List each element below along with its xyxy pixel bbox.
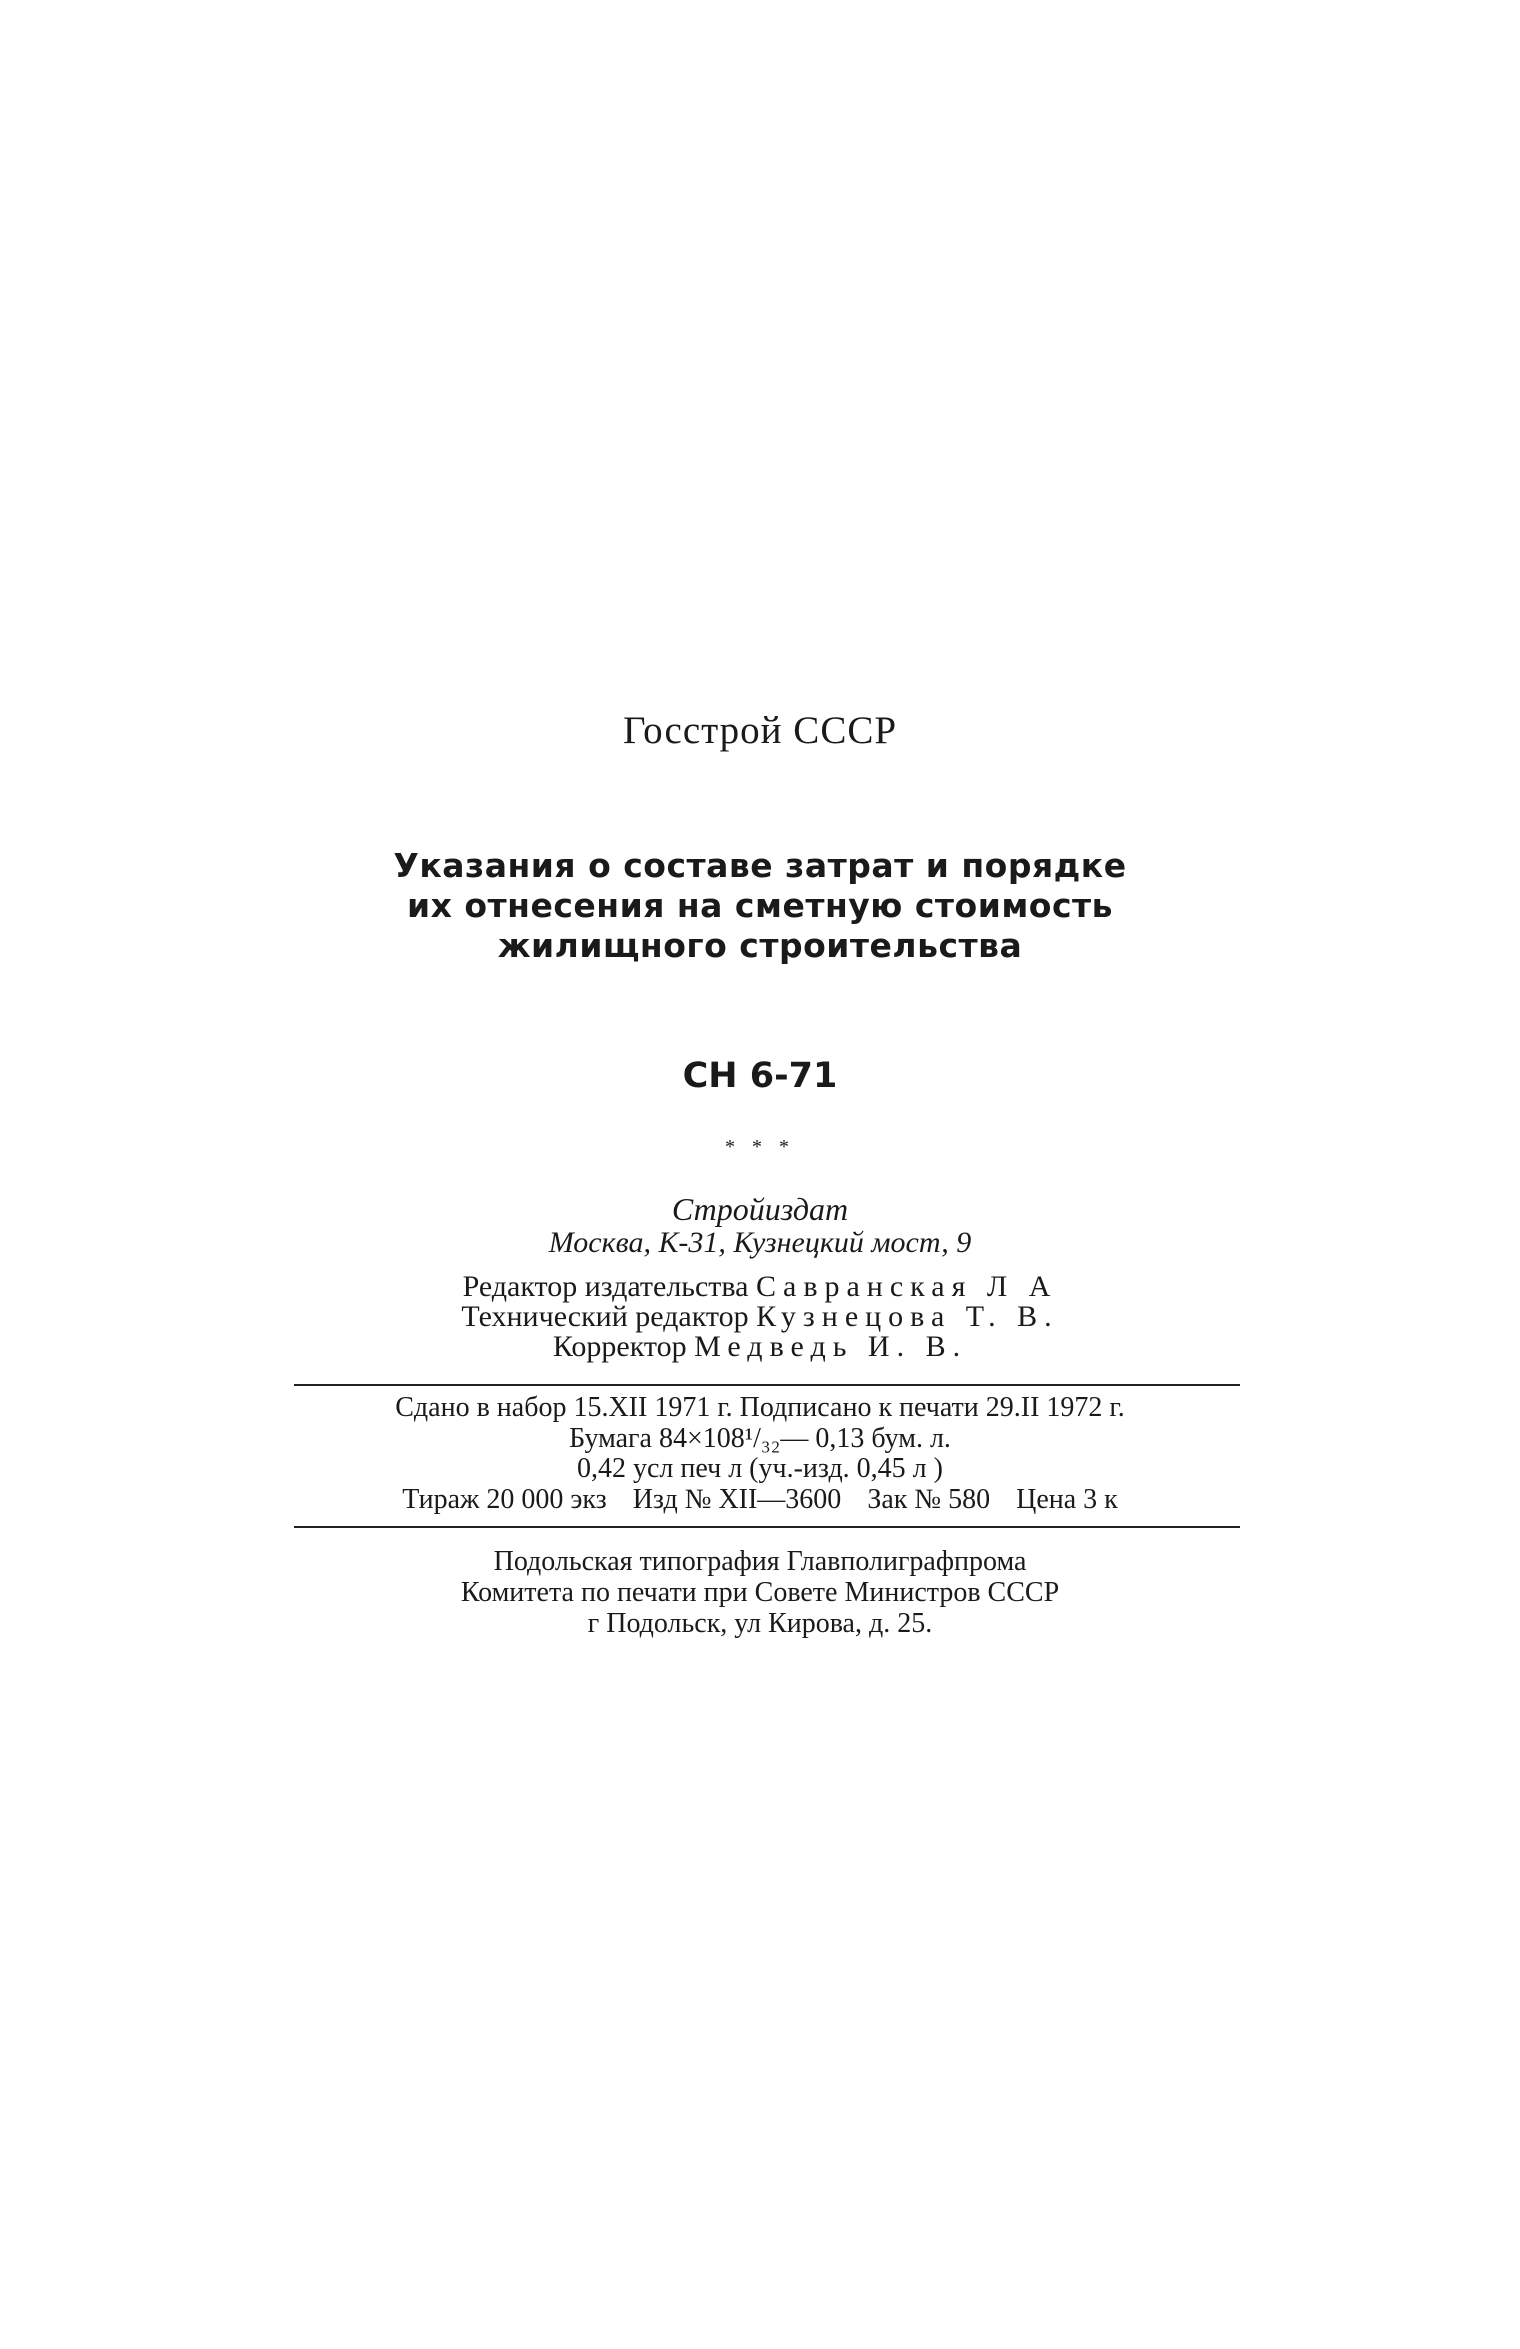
credit-role: Технический редактор <box>461 1300 749 1333</box>
price: Цена 3 к <box>1016 1484 1118 1515</box>
printer-line-2: Комитета по печати при Совете Министров СССР <box>460 1577 1060 1608</box>
imprint-dates: Сдано в набор 15.XII 1971 г. Подписано к печати 29.II 1972 г. <box>395 1392 1125 1423</box>
printer-line-3: г Подольск, ул Кирова, д. 25. <box>587 1608 933 1639</box>
print-run: Тираж 20 000 экз <box>402 1484 607 1515</box>
divider-bottom <box>294 1526 1240 1528</box>
title-line-1: Указания о составе затрат и порядке <box>393 846 1127 885</box>
publisher-address: Москва, К-31, Кузнецкий мост, 9 <box>548 1226 972 1259</box>
credit-name: Савранская Л А <box>756 1270 1058 1303</box>
edition-number: Изд № XII—3600 <box>632 1484 842 1515</box>
imprint-sheets: 0,42 усл печ л (уч.-изд. 0,45 л ) <box>577 1453 943 1484</box>
imprint-run-line <box>0 1484 1520 1516</box>
credit-proofreader <box>0 1330 1520 1364</box>
publisher-name: Стройиздат <box>671 1191 849 1227</box>
title-line-2: их отнесения на сметную стоимость <box>406 886 1114 925</box>
credit-name: Медведь И. В. <box>694 1330 968 1363</box>
document-code: СН 6-71 <box>682 1056 838 1096</box>
order-number: Зак № 580 <box>867 1484 991 1515</box>
credit-name: Кузнецова Т. В. <box>756 1300 1059 1333</box>
agency-name: Госстрой СССР <box>622 709 898 752</box>
imprint-paper: Бумага 84×108¹/₃₂— 0,13 бум. л. <box>569 1423 951 1454</box>
credit-role: Редактор издательства <box>462 1270 749 1303</box>
divider-top <box>294 1384 1240 1386</box>
credit-tech-editor <box>0 1300 1520 1334</box>
printer-line-1: Подольская типография Главполиграфпрома <box>493 1546 1027 1577</box>
credit-role: Корректор <box>552 1330 687 1363</box>
separator-asterisks: * * * <box>725 1136 795 1158</box>
credit-editor <box>0 1270 1520 1304</box>
title-line-3: жилищного строительства <box>497 926 1023 965</box>
